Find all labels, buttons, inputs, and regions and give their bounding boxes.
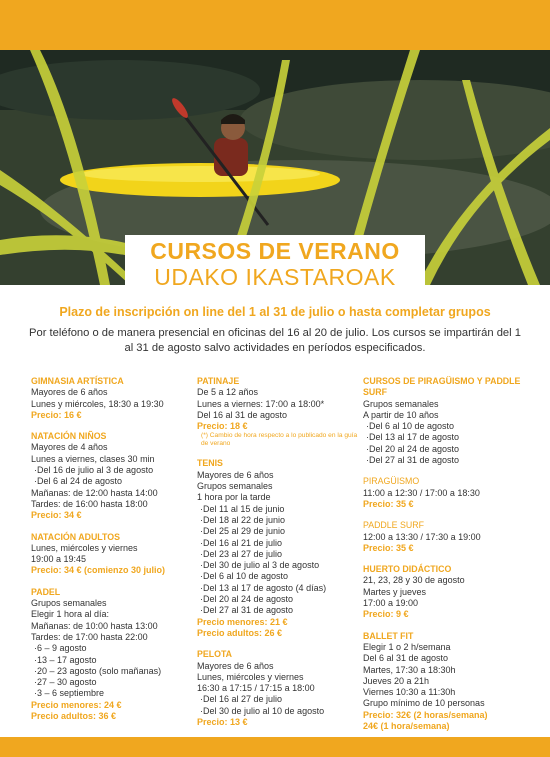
- course-price: Precio adultos: 26 €: [197, 627, 283, 638]
- course-detail: ·Del 16 de julio al 3 de agosto: [34, 465, 154, 476]
- course-detail: Lunes, miércoles y viernes: [197, 671, 304, 682]
- course-detail: ·Del 30 de julio al 3 de agosto: [200, 560, 320, 571]
- course-detail: ·Del 23 al 27 de julio: [200, 548, 283, 559]
- bottom-accent-bar: [0, 737, 550, 757]
- course-detail: Elegir 1 hora al día:: [31, 609, 110, 620]
- course-detail: ·Del 18 al 22 de junio: [200, 514, 286, 525]
- course-detail: Viernes 10:30 a 11:30h: [363, 687, 456, 698]
- course-title: GIMNASIA ARTÍSTICA: [31, 376, 124, 386]
- course-title: NATACIÓN ADULTOS: [31, 531, 120, 542]
- course-detail: Martes, 17:30 a 18:30h: [363, 664, 456, 675]
- course-price: Precio adultos: 36 €: [31, 711, 117, 722]
- course-price: Precio: 13 €: [197, 717, 248, 728]
- course-detail: Martes y jueves: [363, 586, 427, 597]
- course-detail: Lunes a viernes: 17:00 a 18:00*: [197, 398, 325, 409]
- course-price: Precio: 9 €: [363, 609, 409, 620]
- course-section: [31, 376, 191, 421]
- courses-column-1: [31, 376, 191, 732]
- course-detail: Lunes y miércoles, 18:30 a 19:30: [31, 398, 164, 409]
- course-detail: Tardes: de 17:00 hasta 22:00: [31, 631, 148, 642]
- course-detail: Mañanas: de 12:00 hasta 14:00: [31, 487, 158, 498]
- course-section: [197, 376, 362, 448]
- course-detail: 16:30 a 17:15 / 17:15 a 18:00: [197, 683, 315, 694]
- course-detail: ·Del 6 al 10 de agosto: [200, 571, 289, 582]
- course-detail: 11:00 a 12:30 / 17:00 a 18:30: [363, 487, 480, 498]
- course-section: [363, 476, 523, 510]
- course-detail: ·Del 6 al 24 de agosto: [34, 476, 123, 487]
- course-detail: 12:00 a 13:30 / 17:30 a 19:00: [363, 531, 481, 542]
- course-detail: Grupos semanales: [197, 481, 273, 492]
- course-detail: A partir de 10 años: [363, 409, 439, 420]
- course-detail: Grupos semanales: [31, 598, 107, 609]
- course-title: PADEL: [31, 586, 61, 597]
- course-detail: Lunes, miércoles y viernes: [31, 542, 138, 553]
- course-price: Precio: 18 €: [197, 421, 248, 432]
- course-detail: ·Del 25 al 29 de junio: [200, 526, 286, 537]
- course-detail: Del 16 al 31 de agosto: [197, 409, 288, 420]
- course-detail: Jueves 20 a 21h: [363, 675, 430, 686]
- registration-deadline: Plazo de inscripción on line del 1 al 31 de julio o hasta completar grupos: [59, 305, 491, 319]
- course-price: Precio menores: 21 €: [197, 616, 288, 627]
- course-detail: ·Del 27 al 31 de agosto: [366, 455, 460, 466]
- title-box: [125, 235, 425, 291]
- course-detail: ·Del 20 al 24 de agosto: [366, 443, 460, 454]
- course-detail: Grupo mínimo de 10 personas: [363, 698, 485, 709]
- course-price: 24€ (1 hora/semana): [363, 721, 450, 732]
- course-price: Precio: 35 €: [363, 498, 414, 509]
- course-section: [363, 564, 523, 620]
- top-accent-bar: [0, 0, 550, 50]
- course-detail: Grupos semanales: [363, 398, 439, 409]
- course-price: Precio: 32€ (2 horas/semana): [363, 709, 488, 720]
- course-detail: 1 hora por la tarde: [197, 492, 271, 503]
- course-detail: De 5 a 12 años: [197, 387, 259, 398]
- course-section: [31, 587, 191, 723]
- course-note: (*) Cambio de hora respecto a lo publicado en la guía de verano: [201, 432, 358, 448]
- course-detail: Lunes a viernes, clases 30 min: [31, 453, 155, 464]
- course-title: PELOTA: [197, 649, 233, 660]
- courses-column-2: [197, 376, 362, 738]
- course-section: [363, 520, 523, 554]
- course-detail: 19:00 a 19:45: [31, 554, 87, 565]
- course-title: NATACIÓN NIÑOS: [31, 431, 107, 442]
- course-detail: ·Del 6 al 10 de agosto: [366, 421, 455, 432]
- course-section: [197, 649, 362, 728]
- course-section: [363, 631, 523, 733]
- course-detail: ·Del 30 de julio al 10 de agosto: [200, 705, 325, 716]
- course-detail: ·Del 27 al 31 de agosto: [200, 605, 294, 616]
- course-title: CURSOS DE PIRAGÜISMO Y PADDLE SURF: [363, 376, 521, 398]
- course-section: [197, 458, 362, 639]
- course-section: [363, 376, 523, 466]
- registration-info: Por teléfono o de manera presencial en oficinas del 16 al 20 de julio. Los cursos se impartirán del 1 al 31 de agosto salvo actividades en períodos especificados.: [29, 327, 521, 354]
- course-detail: ·Del 11 al 15 de junio: [200, 503, 285, 514]
- course-price: Precio menores: 24 €: [31, 699, 122, 710]
- course-detail: ·Del 13 al 17 de agosto (4 días): [200, 582, 327, 593]
- course-section: [31, 532, 191, 577]
- course-price: Precio: 35 €: [363, 542, 414, 553]
- course-detail: ·Del 16 al 27 de julio: [200, 694, 283, 705]
- title-spanish: CURSOS DE VERANO: [150, 238, 400, 264]
- course-price: Precio: 34 € (comienzo 30 julio): [31, 565, 166, 576]
- course-title: TENIS: [197, 458, 223, 469]
- course-detail: Mayores de 6 años: [197, 660, 274, 671]
- course-title: HUERTO DIDÁCTICO: [363, 564, 452, 575]
- course-detail: ·27 – 30 agosto: [34, 677, 97, 688]
- course-detail: Elegir 1 o 2 h/semana: [363, 641, 451, 652]
- course-detail: Mañanas: de 10:00 hasta 13:00: [31, 620, 158, 631]
- title-basque: UDAKO IKASTAROAK: [154, 264, 396, 290]
- course-detail: ·Del 20 al 24 de agosto: [200, 594, 294, 605]
- course-title: BALLET FIT: [363, 630, 414, 641]
- course-price: Precio: 34 €: [31, 510, 82, 521]
- course-detail: Tardes: de 16:00 hasta 18:00: [31, 498, 148, 509]
- courses-column-3: [363, 376, 523, 742]
- course-detail: Mayores de 6 años: [197, 469, 274, 480]
- course-detail: ·Del 13 al 17 de agosto: [366, 432, 460, 443]
- course-detail: Mayores de 6 años: [31, 387, 108, 398]
- course-detail: ·20 – 23 agosto (solo mañanas): [34, 665, 162, 676]
- course-detail: ·6 – 9 agosto: [34, 643, 87, 654]
- course-detail: ·3 – 6 septiembre: [34, 688, 105, 699]
- course-section: [31, 431, 191, 521]
- course-price: Precio: 16 €: [31, 409, 82, 420]
- course-title: PATINAJE: [197, 376, 240, 386]
- course-detail: Mayores de 4 años: [31, 442, 108, 453]
- course-subtitle: PADDLE SURF: [363, 520, 424, 531]
- course-detail: Del 6 al 31 de agosto: [363, 653, 449, 664]
- course-detail: 21, 23, 28 y 30 de agosto: [363, 575, 465, 586]
- course-subtitle: PIRAGÜISMO: [363, 476, 420, 487]
- course-detail: 17:00 a 19:00: [363, 598, 419, 609]
- course-detail: ·13 – 17 agosto: [34, 654, 97, 665]
- course-detail: ·Del 16 al 21 de julio: [200, 537, 283, 548]
